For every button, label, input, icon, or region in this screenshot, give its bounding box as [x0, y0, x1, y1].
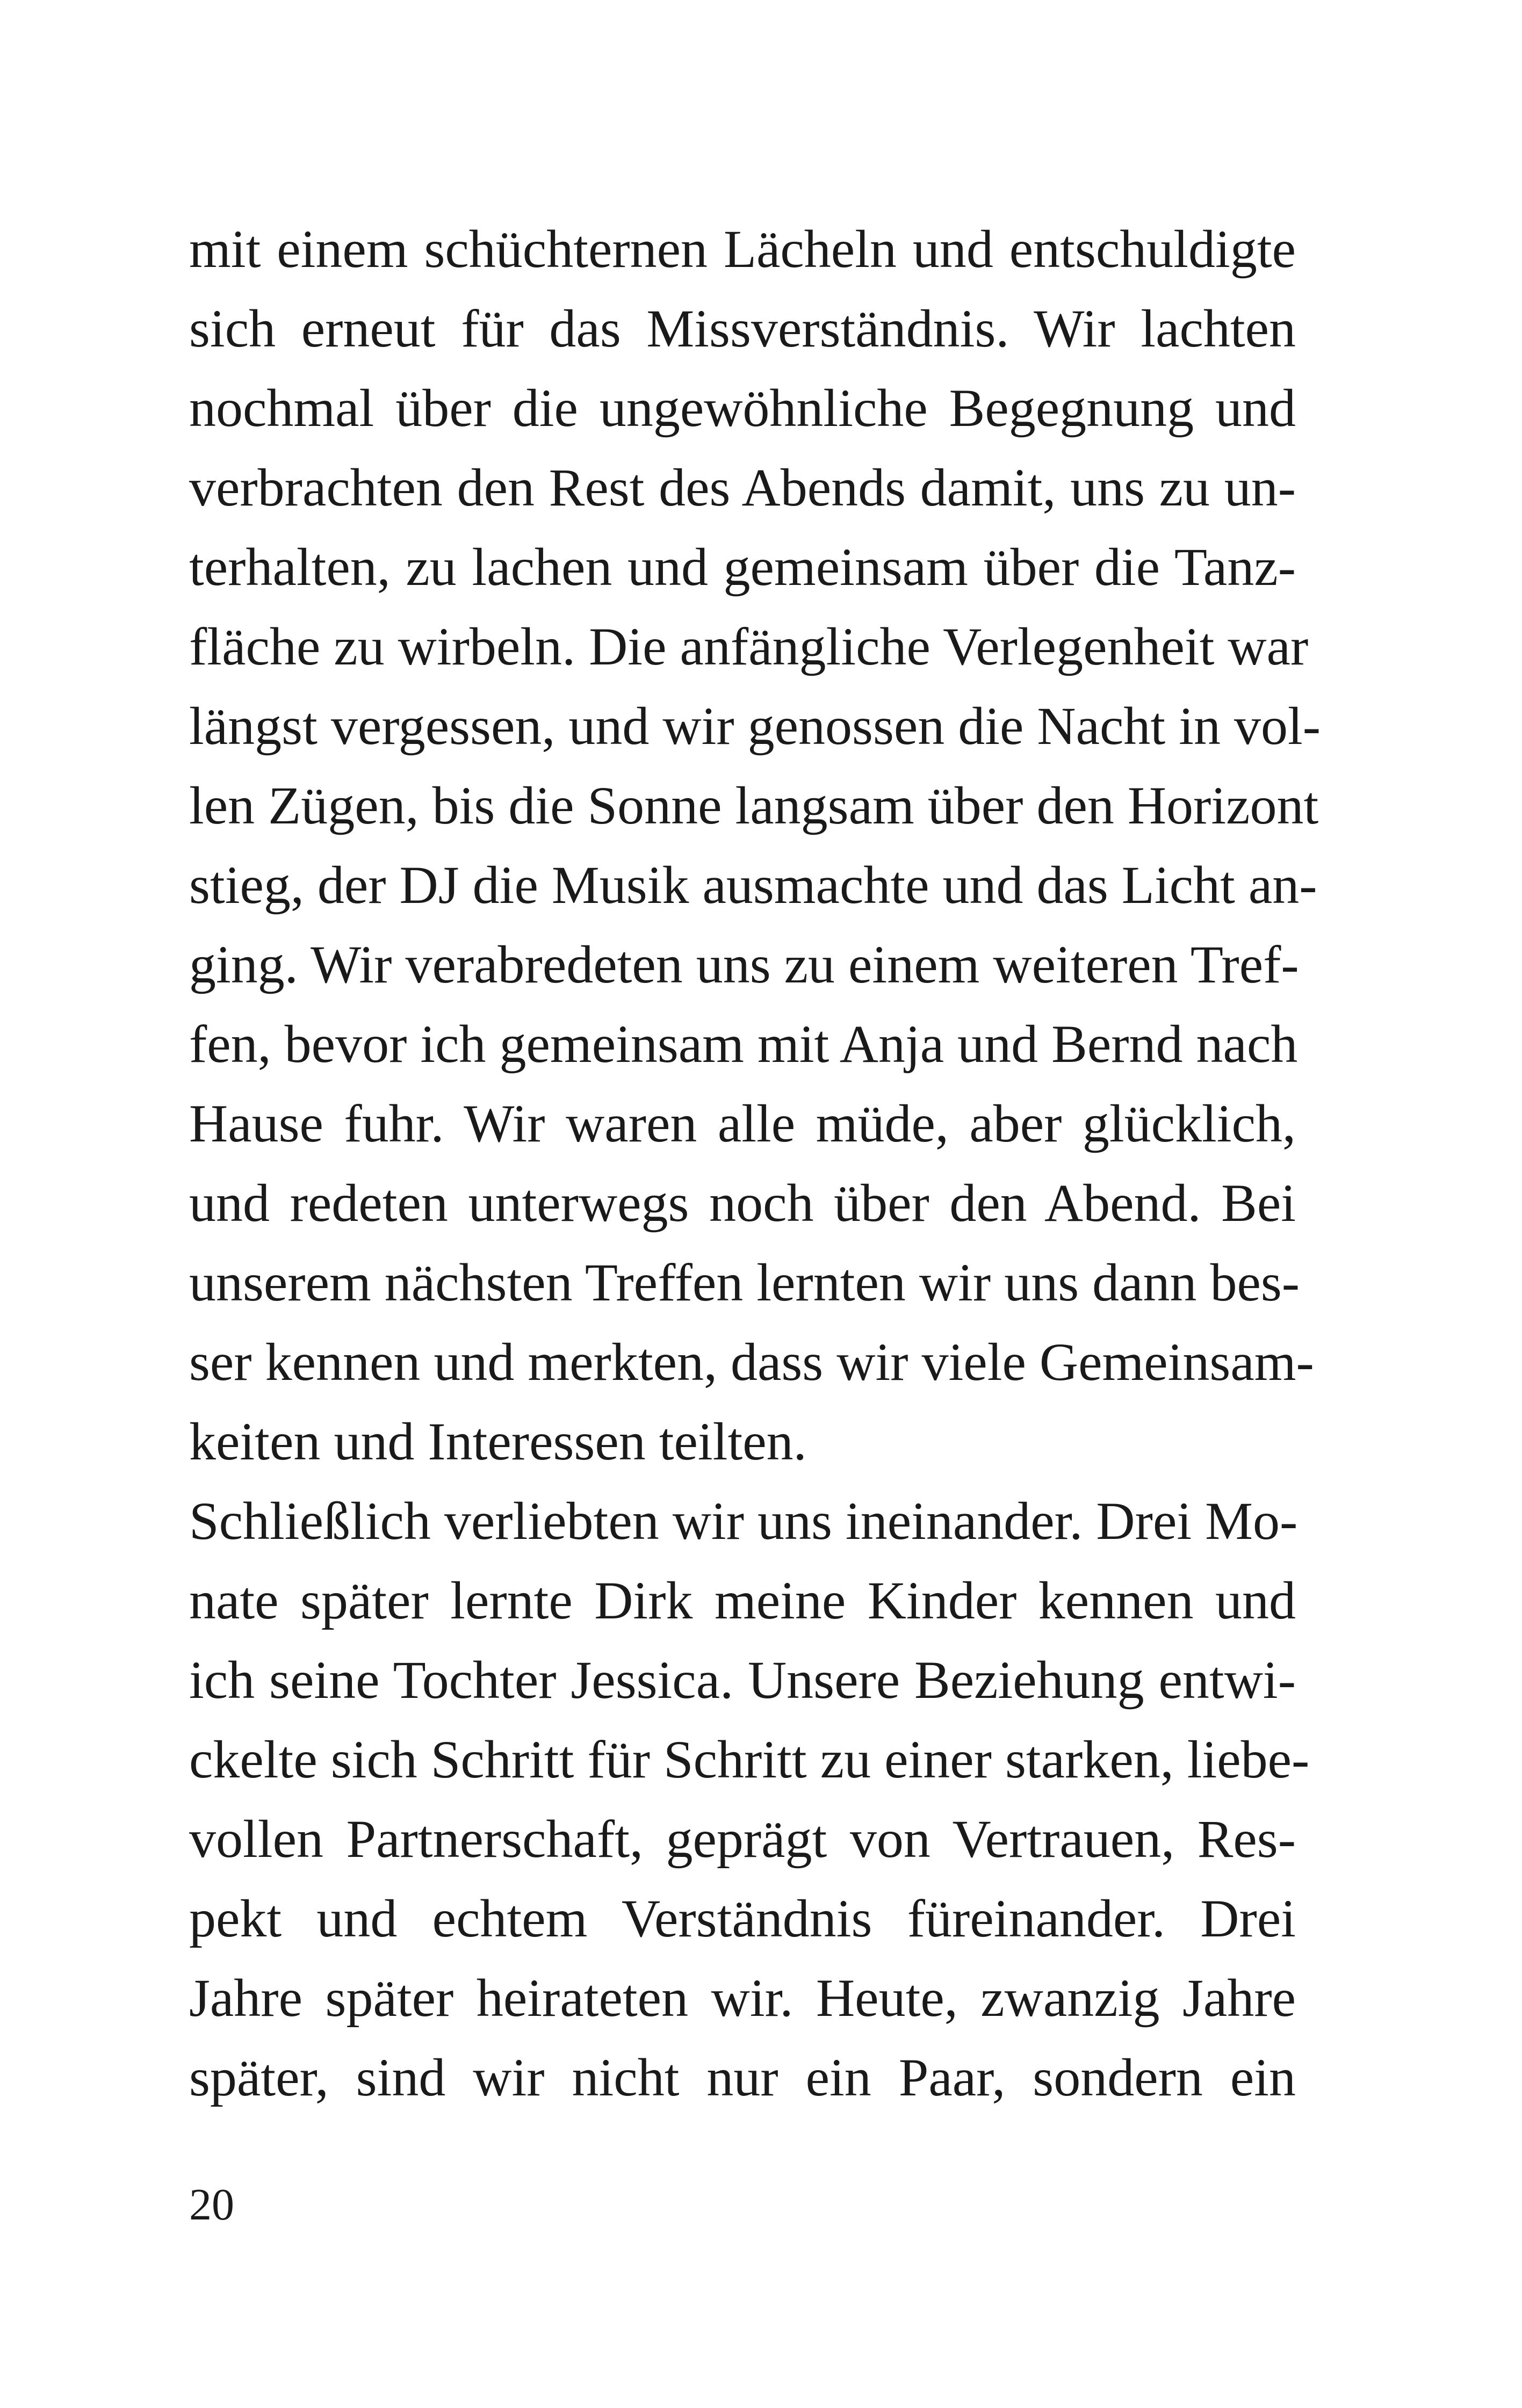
text-line: ging. Wir verabredeten uns zu einem weiteren Tref-	[189, 935, 1299, 994]
text-line: ich seine Tochter Jessica. Unsere Beziehung entwi-	[189, 1650, 1296, 1710]
text-line: unserem nächsten Treffen lernten wir uns dann bes-	[189, 1253, 1300, 1312]
text-line: nochmal über die ungewöhnliche Begegnung und	[189, 378, 1296, 438]
text-line: terhalten, zu lachen und gemeinsam über die Tanz-	[189, 537, 1296, 597]
text-line: len Zügen, bis die Sonne langsam über den Horizont	[189, 776, 1319, 835]
text-line: mit einem schüchternen Lächeln und entschuldigte	[189, 219, 1296, 279]
page-number: 20	[189, 2180, 234, 2230]
text-line: Hause fuhr. Wir waren alle müde, aber glücklich,	[189, 1094, 1296, 1153]
text-line: vollen Partnerschaft, geprägt von Vertrauen, Res-	[189, 1809, 1296, 1869]
text-line: sich erneut für das Missverständnis. Wir lachten	[189, 299, 1296, 358]
text-line: und redeten unterwegs noch über den Abend. Bei	[189, 1173, 1296, 1233]
body-text	[189, 209, 1321, 2117]
text-line: ckelte sich Schritt für Schritt zu einer starken, liebe-	[189, 1730, 1310, 1789]
text-line: Schließlich verliebten wir uns ineinander. Drei Mo-	[189, 1491, 1298, 1551]
text-line: später, sind wir nicht nur ein Paar, sondern ein	[189, 2048, 1296, 2107]
text-line: ser kennen und merkten, dass wir viele Gemeinsam-	[189, 1332, 1314, 1392]
text-line: nate später lernte Dirk meine Kinder kennen und	[189, 1571, 1296, 1630]
text-line: pekt und echtem Verständnis füreinander. Drei	[189, 1889, 1296, 1948]
text-line: fen, bevor ich gemeinsam mit Anja und Bernd nach	[189, 1014, 1298, 1074]
text-line: fläche zu wirbeln. Die anfängliche Verlegenheit war	[189, 617, 1309, 676]
text-line: keiten und Interessen teilten.	[189, 1412, 807, 1471]
text-line: Jahre später heirateten wir. Heute, zwanzig Jahre	[189, 1968, 1296, 2028]
text-line: stieg, der DJ die Musik ausmachte und das Licht an-	[189, 855, 1317, 915]
text-line: längst vergessen, und wir genossen die Nacht in vol-	[189, 696, 1321, 756]
text-line: verbrachten den Rest des Abends damit, uns zu un-	[189, 458, 1296, 517]
